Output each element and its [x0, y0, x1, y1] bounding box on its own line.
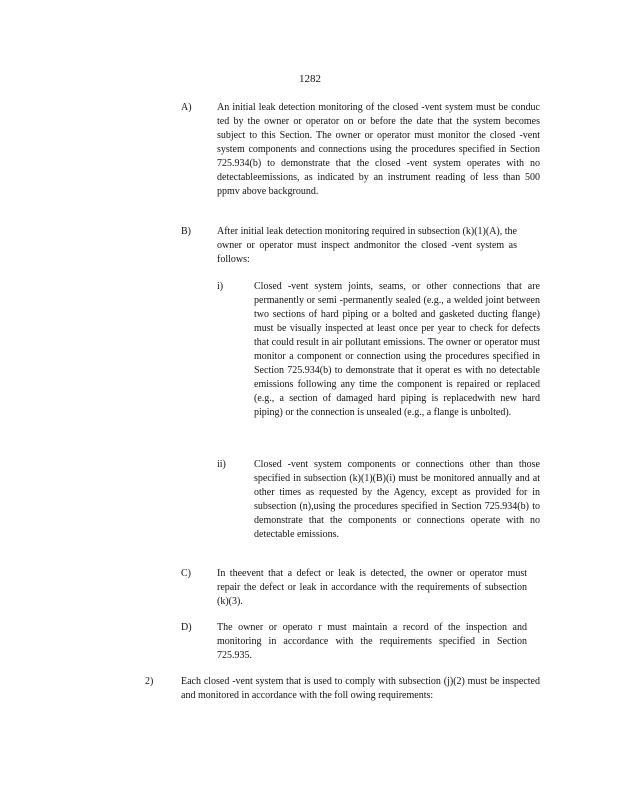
- item-b-ii-text: Closed -vent system components or connections other than those specified in subsection (k)(1)(B)(i) must be monitored annually and at other times as requested by the Agency, except as provided for in subsection (n),using the procedures specified in Section 725.934(b) to demonstrate that the components or connections operate with no detectable emissions.: [254, 459, 540, 540]
- item-b-i-label: i): [217, 281, 224, 292]
- item-d-text: The owner or operato r must maintain a record of the inspection and monitoring in accordance with the requirements specified in Section 725.935.: [217, 622, 527, 661]
- page-number: 1282: [299, 73, 321, 85]
- item-c-label: C): [181, 568, 191, 579]
- item-2-label: 2): [145, 676, 154, 687]
- item-b-label: B): [181, 226, 191, 237]
- item-d-label: D): [181, 622, 192, 633]
- item-b-text: After initial leak detection monitoring required in subsection (k)(1)(A), the owner or operator must inspect andmonitor the closed -vent system as follows:: [217, 226, 517, 265]
- item-a-text: An initial leak detection monitoring of the closed -vent system must be conduc ted by the owner or operator on or before the date that the system becomes subject to this Section. The owner or operator must monitor the closed -vent system components and connections using the procedures specified in Section 725.934(b) to demonstrate that the closed -vent system operates with no detectableemissions, as indicated by an instrument reading of less than 500 ppmv above background.: [217, 102, 540, 197]
- item-c-text: In theevent that a defect or leak is detected, the owner or operator must repair the defect or leak in accordance with the requirements of subsection (k)(3).: [217, 568, 527, 607]
- item-2-text: Each closed -vent system that is used to comply with subsection (j)(2) must be inspected and monitored in accordance with the foll owing requirements:: [181, 676, 540, 701]
- item-a-label: A): [181, 102, 192, 113]
- item-b-ii-label: ii): [217, 459, 226, 470]
- item-b-i-text: Closed -vent system joints, seams, or other connections that are permanently or semi -permanently sealed (e.g., a welded joint between two sections of hard piping or a bolted and gasketed ducting flange) must be visually inspected at least once per year to check for defects that could result in air pollutant emissions. The owner or operator must monitor a component or connection using the procedures specified in Section 725.934(b) to demonstrate that it operat es with no detectable emissions following any time the component is repaired or replaced (e.g., a section of damaged hard piping is replacedwith new hard piping) or the connection is unsealed (e.g., a flange is unbolted).: [254, 281, 540, 418]
